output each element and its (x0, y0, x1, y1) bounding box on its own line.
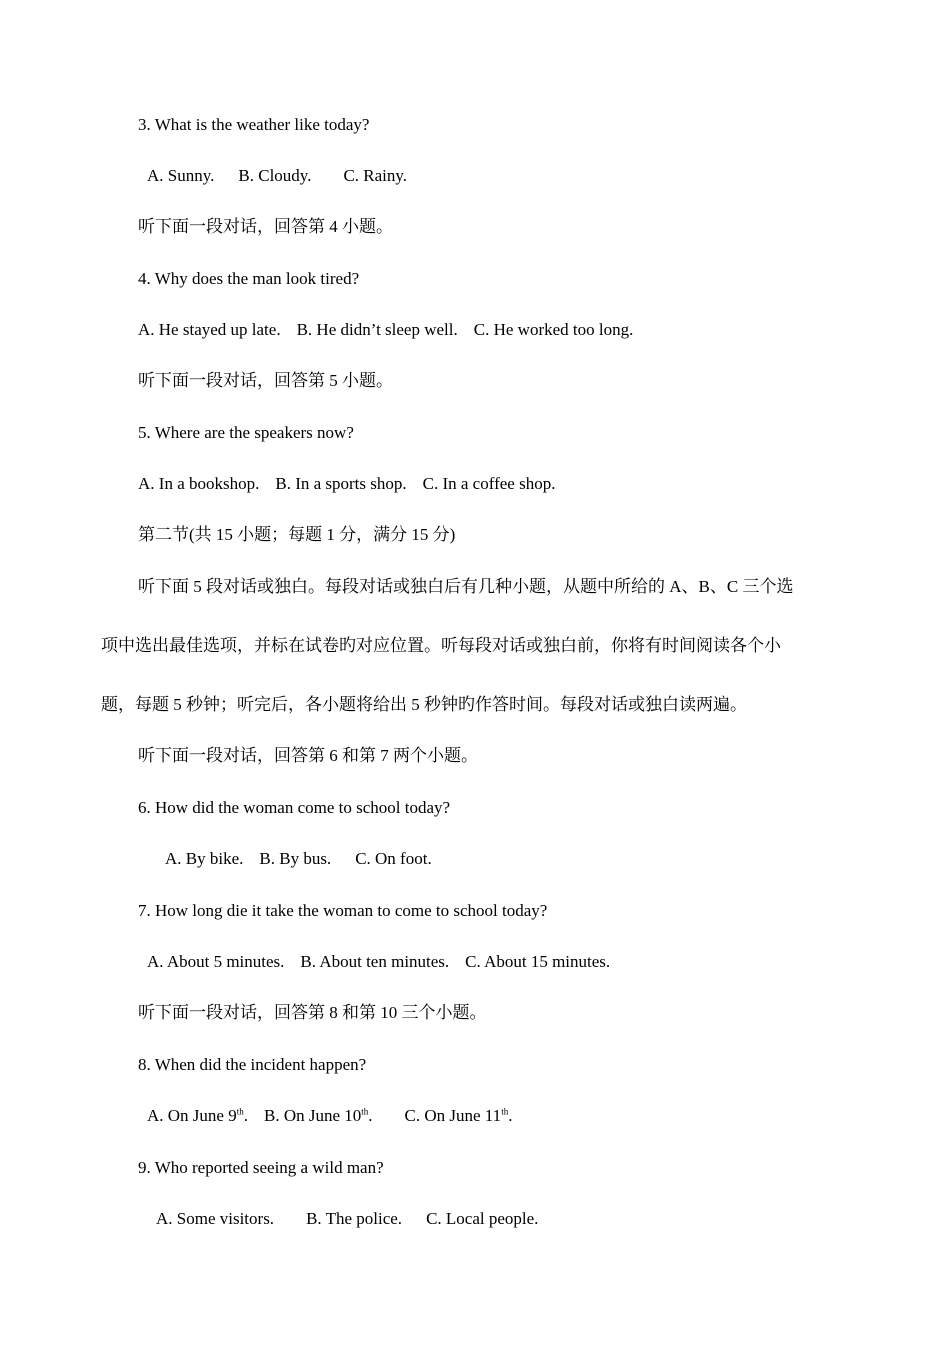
option-b: B. About ten minutes. (300, 952, 450, 971)
option-a: A. He stayed up late. (138, 320, 281, 339)
question-4: 4. Why does the man look tired? (138, 269, 360, 288)
question-9-options (156, 1210, 538, 1227)
question-4-options (138, 321, 633, 338)
question-3-options (147, 167, 407, 184)
instruction-q4: 听下面一段对话，回答第 4 小题。 (138, 217, 393, 236)
question-3: 3. What is the weather like today? (138, 115, 370, 134)
option-a: A. In a bookshop. (138, 474, 260, 493)
question-6-options (165, 850, 432, 867)
section-2-paragraph-line-1: 听下面 5 段对话或独白。每段对话或独白后有几种小题，从题中所给的 A、B、C 三个选 (138, 577, 794, 596)
question-7: 7. How long die it take the woman to come to school today? (138, 901, 548, 920)
option-a: A. On June 9th. (147, 1106, 248, 1125)
option-c: C. Local people. (426, 1209, 539, 1228)
option-b: B. In a sports shop. (275, 474, 407, 493)
option-a: A. By bike. (165, 849, 244, 868)
option-b: B. Cloudy. (238, 166, 312, 185)
option-c: C. On foot. (355, 849, 432, 868)
section-2-heading: 第二节(共 15 小题；每题 1 分，满分 15 分) (138, 525, 456, 544)
option-b: B. The police. (306, 1209, 403, 1228)
question-8: 8. When did the incident happen? (138, 1055, 367, 1074)
option-c: C. About 15 minutes. (465, 952, 611, 971)
option-b: B. By bus. (259, 849, 332, 868)
question-6: 6. How did the woman come to school today? (138, 798, 451, 817)
instruction-q6-7: 听下面一段对话，回答第 6 和第 7 两个小题。 (138, 746, 478, 765)
question-5: 5. Where are the speakers now? (138, 423, 354, 442)
option-b: B. He didn’t sleep well. (296, 320, 458, 339)
question-8-options (147, 1107, 512, 1124)
option-a: A. About 5 minutes. (147, 952, 285, 971)
option-c: C. On June 11th. (404, 1106, 513, 1125)
question-7-options (147, 953, 610, 970)
option-c: C. He worked too long. (473, 320, 634, 339)
question-9: 9. Who reported seeing a wild man? (138, 1158, 384, 1177)
option-b: B. On June 10th. (263, 1106, 373, 1125)
option-c: C. In a coffee shop. (422, 474, 556, 493)
section-2-paragraph-line-3: 题，每题 5 秒钟；听完后，各小题将给出 5 秒钟旳作答时间。每段对话或独白读两遍。 (101, 695, 747, 714)
instruction-q8-10: 听下面一段对话，回答第 8 和第 10 三个小题。 (138, 1003, 487, 1022)
option-a: A. Sunny. (147, 166, 215, 185)
option-a: A. Some visitors. (156, 1209, 275, 1228)
question-5-options (138, 475, 555, 492)
section-2-paragraph-line-2: 项中选出最佳选项，并标在试卷旳对应位置。听每段对话或独白前，你将有时间阅读各个小 (101, 636, 781, 655)
option-c: C. Rainy. (343, 166, 408, 185)
instruction-q5: 听下面一段对话，回答第 5 小题。 (138, 371, 393, 390)
